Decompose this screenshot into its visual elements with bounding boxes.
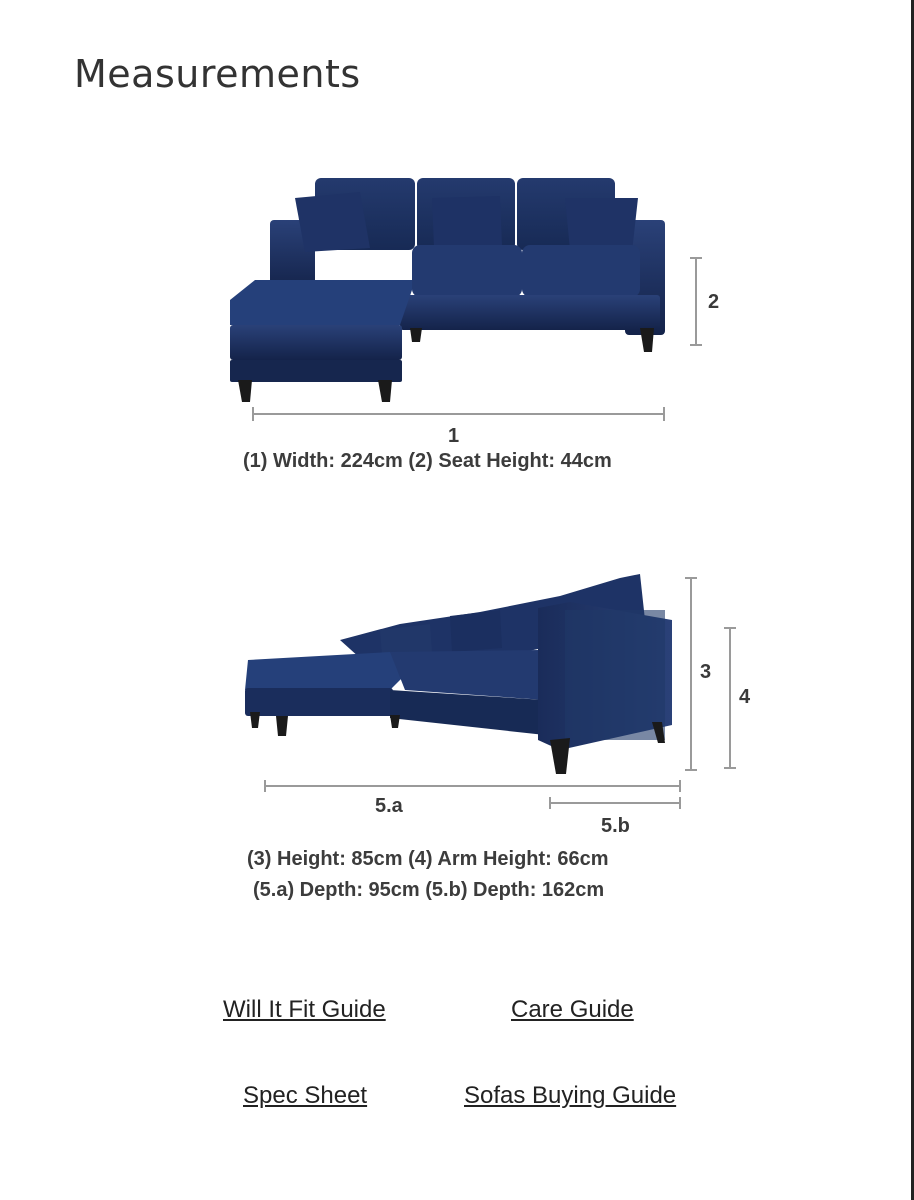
- depth-b-label: 5.b: [601, 815, 630, 837]
- side-view-caption-line2: (5.a) Depth: 95cm (5.b) Depth: 162cm: [253, 879, 605, 901]
- page-title: Measurements: [74, 52, 361, 96]
- seat-height-label: 2: [708, 291, 720, 313]
- arm-height-label: 4: [739, 686, 751, 708]
- will-it-fit-guide-link[interactable]: Will It Fit Guide: [223, 996, 386, 1023]
- depth-a-label: 5.a: [375, 795, 403, 817]
- height-label: 3: [700, 661, 712, 683]
- front-view-caption: (1) Width: 224cm (2) Seat Height: 44cm: [243, 450, 612, 472]
- side-view-caption-line1: (3) Height: 85cm (4) Arm Height: 66cm: [247, 848, 609, 870]
- width-label: 1: [448, 425, 460, 447]
- spec-sheet-link[interactable]: Spec Sheet: [243, 1082, 368, 1109]
- care-guide-link[interactable]: Care Guide: [511, 996, 634, 1023]
- sofas-buying-guide-link[interactable]: Sofas Buying Guide: [464, 1082, 677, 1109]
